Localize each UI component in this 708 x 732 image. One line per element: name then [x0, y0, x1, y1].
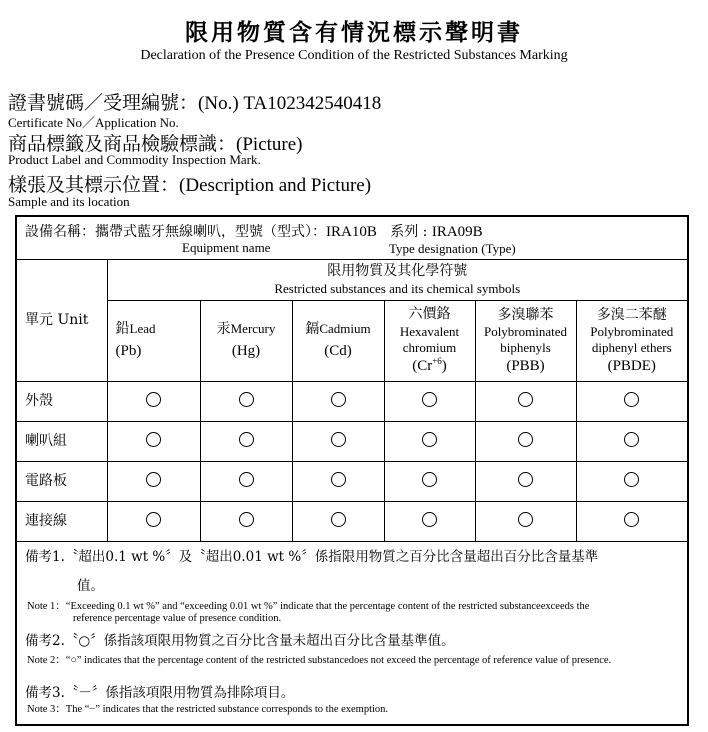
document-subtitle: Declaration of the Presence Condition of the Restricted Substances Marking: [140, 48, 568, 63]
presence-cell: [384, 502, 475, 542]
row-unit-label: 外殼: [17, 382, 107, 422]
row-unit-label: 連接線: [17, 502, 107, 542]
presence-mark: [624, 432, 639, 447]
presence-mark: [518, 392, 533, 407]
certificate-field: [8, 88, 381, 115]
chromium-symbol: $(Cr^{+6})$: [412, 356, 447, 375]
presence-cell: [200, 502, 292, 542]
note3-zh: 備考3.〝－〞係指該項限用物質為排除項目。: [25, 685, 295, 701]
certificate-value: (No.) TA102342540418: [198, 93, 382, 114]
presence-mark: [422, 392, 437, 407]
presence-cell: [200, 422, 292, 462]
presence-mark: [239, 392, 254, 407]
presence-cell: [384, 462, 475, 502]
presence-mark: [422, 512, 437, 527]
row-unit-label: 電路板: [17, 462, 107, 502]
presence-mark: [518, 432, 533, 447]
column-header-pbde: [576, 301, 687, 382]
substances-header-zh: 限用物質及其化學符號: [327, 263, 468, 280]
series-value: IRA09B: [431, 224, 483, 240]
presence-cell: [576, 502, 687, 542]
presence-cell: [292, 502, 384, 542]
presence-cell: [200, 382, 292, 422]
note3-en: Note 3：The “−” indicates that the restricted substance corresponds to the exemption.: [27, 704, 389, 715]
note1-en-line2: reference percentage value of presence condition.: [73, 613, 282, 624]
presence-mark: [239, 432, 254, 447]
lead-zh: 鉛: [115, 321, 130, 337]
product-label-label-en: Product Label and Commodity Inspection Mark.: [8, 152, 261, 167]
column-header-chromium: [384, 301, 475, 382]
column-header-lead: [107, 301, 200, 382]
mercury-en: Mercury: [230, 320, 276, 336]
presence-cell: [475, 422, 576, 462]
presence-cell: [107, 422, 200, 462]
equipment-line: [25, 221, 483, 241]
substances-table: [17, 259, 687, 542]
unit-header: 單元 Unit: [17, 260, 107, 382]
pbb-en-2: biphenyls: [500, 340, 551, 356]
pbde-en-2: diphenyl ethers: [591, 340, 672, 356]
cadmium-en: Cadmium: [319, 320, 371, 336]
table-row: [17, 502, 687, 542]
presence-mark: [146, 512, 161, 527]
presence-mark: [331, 392, 346, 407]
presence-mark: [422, 472, 437, 487]
presence-cell: [107, 382, 200, 422]
note2-en: Note 2：“○” indicates that the percentage content of the restricted substancedoes not exceed the percentage of reference value of presence.: [27, 655, 612, 666]
sample-label: 樣張及其標示位置：: [8, 174, 180, 196]
mercury-symbol: (Hg): [231, 343, 261, 360]
presence-mark: [331, 512, 346, 527]
presence-cell: [576, 462, 687, 502]
lead-symbol: (Pb): [115, 343, 142, 360]
presence-mark: [331, 472, 346, 487]
table-row: [17, 382, 687, 422]
type-label-en: Type designation (Type): [389, 241, 516, 256]
certificate-label-en: Certificate No／Application No.: [8, 115, 179, 130]
pbb-en-1: Polybrominated: [483, 324, 568, 340]
presence-cell: [292, 462, 384, 502]
presence-cell: [107, 462, 200, 502]
mercury-zh: 汞: [216, 321, 231, 337]
certificate-label: 證書號碼／受理編號：: [8, 92, 199, 114]
pbb-zh: 多溴聯苯: [497, 306, 554, 323]
presence-cell: [576, 422, 687, 462]
pbb-symbol: (PBB): [506, 357, 545, 374]
equipment-name-label: 設備名稱：攜帶式藍牙無線喇叭: [25, 224, 221, 240]
presence-mark: [518, 472, 533, 487]
chromium-en-2: chromium: [402, 339, 457, 355]
column-header-pbb: [475, 301, 576, 382]
row-unit-label: 喇叭組: [17, 422, 107, 462]
pbde-symbol: (PBDE): [607, 357, 656, 374]
chromium-zh: 六價鉻: [408, 306, 451, 323]
presence-cell: [576, 382, 687, 422]
presence-cell: [200, 462, 292, 502]
presence-mark: [624, 472, 639, 487]
presence-cell: [292, 382, 384, 422]
presence-cell: [475, 382, 576, 422]
chromium-en-1: Hexavalent: [399, 323, 460, 339]
product-label-label: 商品標籤及商品檢驗標識：: [8, 133, 237, 155]
sample-label-en: Sample and its location: [8, 194, 130, 209]
note1-zh-line1: 備考1.〝超出0.1 wt %〞及〝超出0.01 wt %〞係指限用物質之百分比含量超出百分比含量基準: [25, 549, 599, 565]
presence-cell: [292, 422, 384, 462]
lead-en: Lead: [129, 320, 156, 336]
presence-mark: [331, 432, 346, 447]
note1-zh-line2: 值。: [77, 578, 104, 594]
presence-mark: [146, 432, 161, 447]
presence-cell: [107, 502, 200, 542]
presence-cell: [475, 502, 576, 542]
column-header-mercury: [200, 301, 292, 382]
presence-cell: [475, 462, 576, 502]
presence-mark: [146, 472, 161, 487]
equipment-name-label-en: Equipment name: [182, 240, 271, 255]
type-value: IRA10B: [326, 224, 377, 240]
pbde-en-1: Polybrominated: [590, 324, 674, 340]
presence-mark: [422, 432, 437, 447]
substances-header-en: Restricted substances and its chemical symbols: [274, 280, 521, 296]
sample-field: [8, 170, 371, 197]
presence-mark: [518, 512, 533, 527]
presence-mark: [146, 392, 161, 407]
presence-mark: [624, 512, 639, 527]
presence-cell: [384, 382, 475, 422]
presence-cell: [384, 422, 475, 462]
type-label: ，型號（型式）：: [221, 224, 326, 240]
table-row: [17, 462, 687, 502]
presence-mark: [239, 472, 254, 487]
cadmium-zh: 鎘: [305, 321, 320, 337]
substances-header: [107, 260, 687, 301]
pbde-zh: 多溴二苯醚: [596, 306, 667, 323]
column-header-cadmium: [292, 301, 384, 382]
presence-mark: [624, 392, 639, 407]
document-title: 限用物質含有情況標示聲明書: [185, 19, 523, 46]
note2-zh: 備考2.〝○〞係指該項限用物質之百分比含量未超出百分比含量基準值。: [25, 633, 455, 649]
cadmium-symbol: (Cd): [324, 343, 352, 360]
equipment-row: [17, 217, 687, 260]
declaration-table-frame: [15, 215, 689, 726]
table-body: [17, 382, 687, 542]
table-row: [17, 422, 687, 462]
product-label-value: (Picture): [236, 134, 303, 155]
presence-mark: [239, 512, 254, 527]
series-label: 系列 :: [390, 224, 428, 240]
note1-en-line1: Note 1：“Exceeding 0.1 wt %” and “exceeding 0.01 wt %” indicate that the percentage content of the restricted substanceexceeds the: [27, 601, 590, 612]
sample-value: (Description and Picture): [179, 175, 372, 196]
